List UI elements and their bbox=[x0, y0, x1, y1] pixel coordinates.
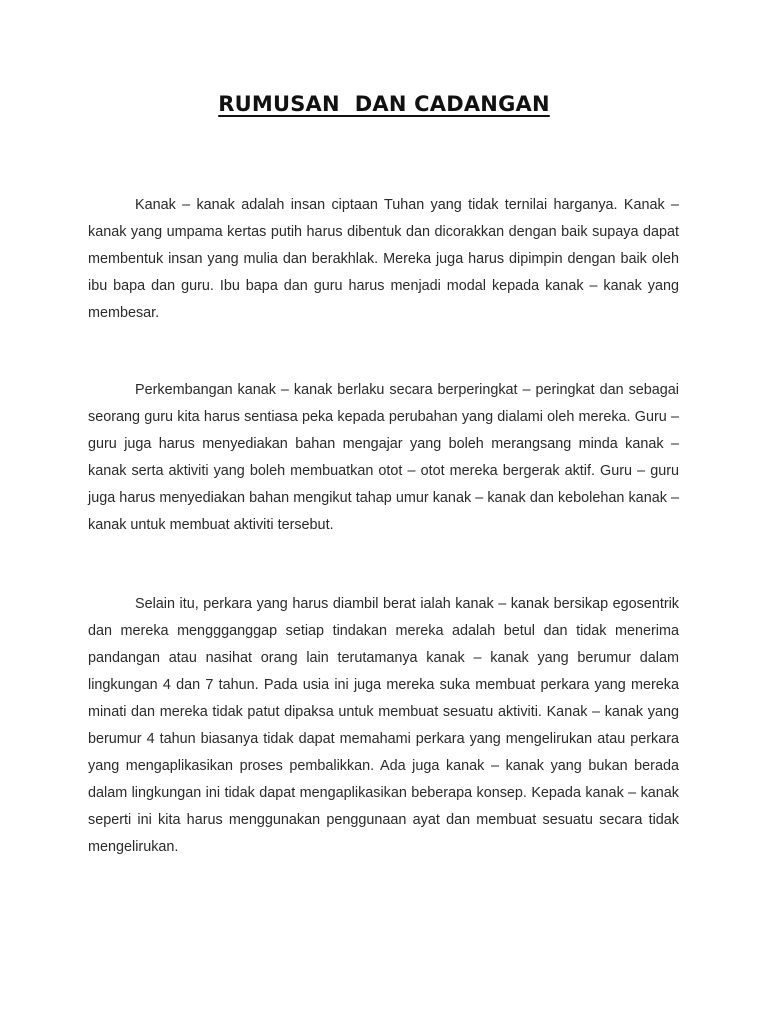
document-title: RUMUSAN DAN CADANGAN bbox=[218, 92, 550, 116]
paragraph-2: Perkembangan kanak – kanak berlaku secara berperingkat – peringkat dan sebagai seorang guru kita harus sentiasa peka kepada perubahan yang dialami oleh mereka. Guru – guru juga harus menyediakan bahan mengajar yang boleh merangsang minda kanak – kanak serta aktiviti yang boleh membuatkan otot – otot mereka bergerak aktif. Guru – guru juga harus menyediakan bahan mengikut tahap umur kanak – kanak dan kebolehan kanak – kanak untuk membuat aktiviti tersebut. bbox=[88, 382, 679, 533]
paragraph-1: Kanak – kanak adalah insan ciptaan Tuhan yang tidak ternilai harganya. Kanak – kanak yang umpama kertas putih harus dibentuk dan dicorakkan dengan baik supaya dapat membentuk insan yang mulia dan berakhlak. Mereka juga harus dipimpin dengan baik oleh ibu bapa dan guru. Ibu bapa dan guru harus menjadi modal kepada kanak – kanak yang membesar. bbox=[88, 197, 679, 321]
document-title-container bbox=[0, 92, 768, 116]
paragraph-3: Selain itu, perkara yang harus diambil berat ialah kanak – kanak bersikap egosentrik dan mereka menggganggap setiap tindakan mereka adalah betul dan tidak menerima pandangan atau nasihat orang lain terutamanya kanak – kanak yang berumur dalam lingkungan 4 dan 7 tahun. Pada usia ini juga mereka suka membuat perkara yang mereka minati dan mereka tidak patut dipaksa untuk membuat sesuatu aktiviti. Kanak – kanak yang berumur 4 tahun biasanya tidak dapat memahami perkara yang mengelirukan atau perkara yang mengaplikasikan proses pembalikkan. Ada juga kanak – kanak yang bukan berada dalam lingkungan ini tidak dapat mengaplikasikan beberapa konsep. Kepada kanak – kanak seperti ini kita harus menggunakan penggunaan ayat dan membuat sesuatu secara tidak mengelirukan. bbox=[88, 596, 679, 855]
